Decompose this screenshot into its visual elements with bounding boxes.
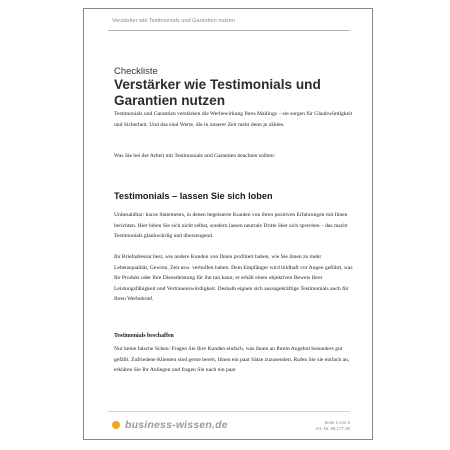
article-number: Art.-Nr. 99.177.08 [315,425,350,431]
running-header: Verstärker wie Testimonials und Garantien nutzen [112,18,236,24]
sub-heading: Testimonials beschaffen [114,333,174,339]
logo-text: business-wissen.de [125,419,228,431]
page-meta [315,420,350,431]
section-heading: Testimonials – lassen Sie sich loben [114,191,273,201]
page-number: Seite 1 von 8 [324,420,350,425]
intro-paragraph: Was Sie bei der Arbeit mit Testimonials und Garantien beachten sollten: [114,153,276,159]
business-wissen-logo [112,419,228,431]
body-paragraph: Nur keine falsche Scheu: Fragen Sie Ihre Kunden einfach, was ihnen an Ihrem Angebot besonders gut gefällt. Zufriedene Klienten sind gerne bereit, Ihnen ein paar Sätze zuzusenden. Rufen Sie sie einfach an, erklären Sie Ihr Anliegen und fragen Sie nach ein paar [114,346,350,373]
document-page [83,8,373,440]
document-title: Verstärker wie Testimonials und Garantien nutzen [114,77,321,108]
intro-paragraph: Testimonials und Garantien verstärken die Werbewirkung Ihres Mailings – sie sorgen für Glaubwürdigkeit und Sicherheit. Und das sind Werte, die in unserer Zeit mehr denn je zählen. [114,111,353,128]
header-divider [108,30,350,31]
body-paragraph: Ihr Briefadressat liest, wie andere Kunden von Ihnen profitiert haben, wie Sie ihnen zu mehr Lebensqualität, Gewinn, Zeit usw. verholfen haben. Dem Empfänger wird bildhaft vor Augen geführt, was Ihr Produkt oder Ihre Dienstleistung für ihn tun kann; er erhält einen objektiven Beweis Ihrer Leistungsfähigkeit und Vertrauenswürdigkeit. Deshalb eignen sich aussagekräftige Testimonials auch für Ihren Werbebrief. [114,254,353,302]
document-kicker: Checkliste [114,66,158,77]
body-paragraph: Unbezahlbar: kurze Statements, in denen begeisterte Kunden von ihren positiven Erfahrungen mit Ihnen berichten. Hier loben Sie sich nicht selbst, sondern lassen neutrale Dritte über sich sprechen – das macht Testimonials glaubwürdig und überzeugend. [114,212,348,239]
footer-divider [108,411,350,412]
logo-dot-icon [112,421,120,429]
